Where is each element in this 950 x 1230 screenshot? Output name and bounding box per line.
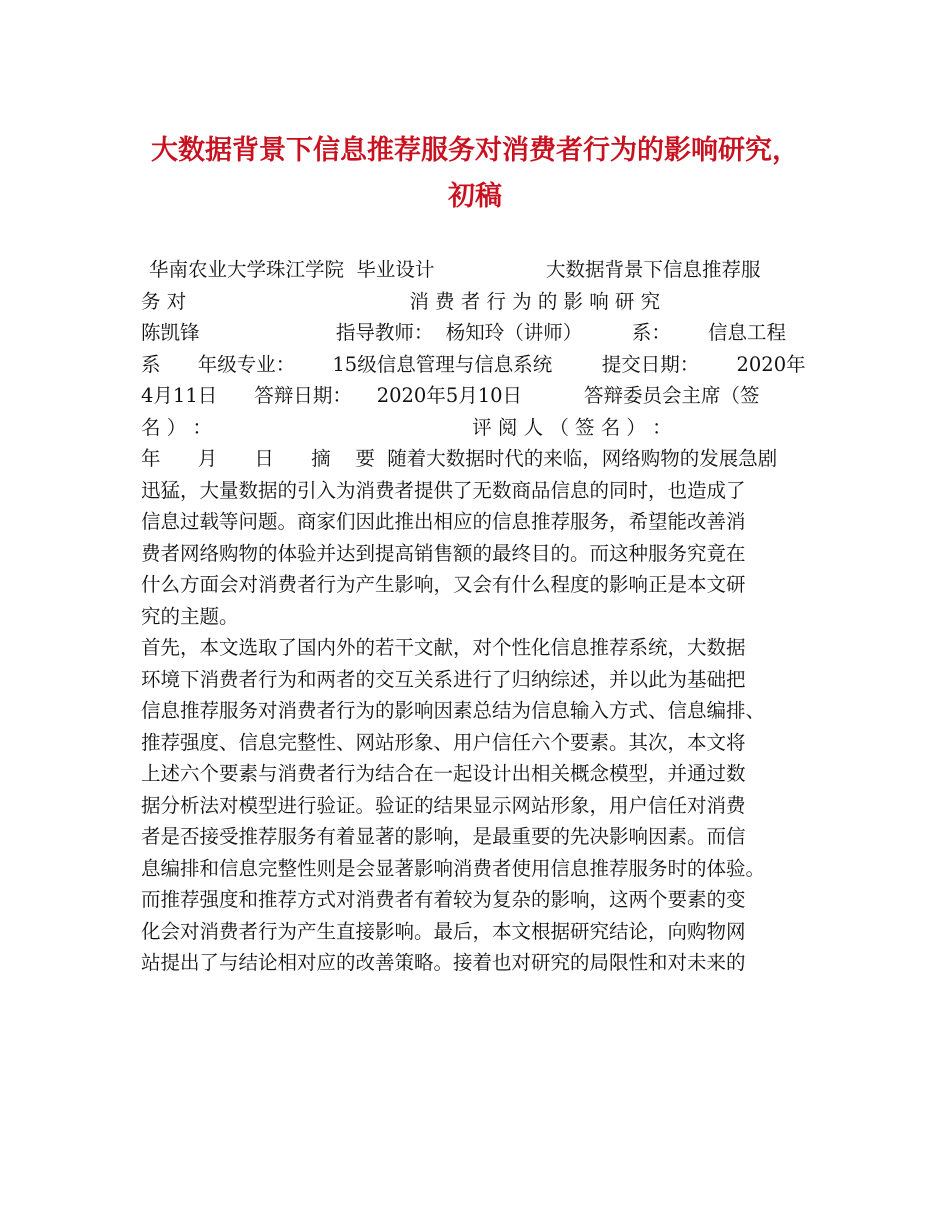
abstract-line-6: 究的主题。 [141, 604, 239, 628]
paragraph-2-line-9: 而推荐强度和推荐方式对消费者有着较为复杂的影响，这两个要素的变 [141, 888, 746, 911]
paragraph-2-line-11: 站提出了与结论相对应的改善策略。接着也对研究的局限性和对未来的 [141, 951, 746, 974]
meta-line-6: 名 ） ： 评 阅 人 （ 签 名 ） ： [141, 415, 672, 439]
abstract-line-4: 费者网络购物的体验并达到提高销售额的最终目的。而这种服务究竟在 [141, 541, 746, 565]
paragraph-2-line-3: 信息推荐服务对消费者行为的影响因素总结为信息输入方式、信息编排、 [141, 699, 766, 722]
paragraph-2-line-6: 据分析法对模型进行验证。验证的结果显示网站形象，用户信任对消费 [141, 793, 746, 817]
paragraph-2-line-2: 环境下消费者行为和两者的交互关系进行了归纳综述，并以此为基础把 [141, 667, 746, 691]
paragraph-2-line-1: 首先，本文选取了国内外的若干文献，对个性化信息推荐系统，大数据 [141, 636, 746, 659]
document-title-line-2: 初稿 [448, 181, 502, 212]
paragraph-2-line-7: 者是否接受推荐服务有着显著的影响，是最重要的先决影响因素。而信 [141, 825, 746, 848]
abstract-line-3: 信息过载等问题。商家们因此推出相应的信息推荐服务，希望能改善消 [141, 510, 746, 533]
paragraph-2-line-5: 上述六个要素与消费者行为结合在一起设计出相关概念模型，并通过数 [141, 762, 746, 785]
meta-line-3: 陈凯锋 指导教师： 杨知玲（讲师） 系： 信息工程 [141, 321, 787, 344]
document-title-line-1: 大数据背景下信息推荐服务对消费者行为的影响研究， [151, 135, 799, 166]
document-body [141, 254, 821, 979]
meta-line-5: 4月11日 答辩日期： 2020年5月10日 答辩委员会主席（签 [141, 384, 760, 407]
paragraph-2-line-10: 化会对消费者行为产生直接影响。最后，本文根据研究结论，向购物网 [141, 919, 746, 943]
paragraph-2-line-8: 息编排和信息完整性则是会显著影响消费者使用信息推荐服务时的体验。 [141, 856, 766, 880]
paragraph-2-line-4: 推荐强度、信息完整性、网站形象、用户信任六个要素。其次，本文将 [141, 730, 746, 754]
meta-line-4: 系 年级专业： 15级信息管理与信息系统 提交日期： 2020年 [141, 352, 806, 376]
abstract-line-1: 年 月 日 摘 要 随着大数据时代的来临，网络购物的发展急剧 [141, 447, 778, 470]
meta-line-1: 华南农业大学珠江学院 毕业设计 大数据背景下信息推荐服 [149, 258, 761, 281]
abstract-line-2: 迅猛，大量数据的引入为消费者提供了无数商品信息的同时，也造成了 [141, 478, 746, 502]
abstract-line-5: 什么方面会对消费者行为产生影响，又会有什么程度的影响正是本文研 [141, 573, 746, 596]
meta-line-2: 务 对 消 费 者 行 为 的 影 响 研 究 [141, 289, 661, 313]
